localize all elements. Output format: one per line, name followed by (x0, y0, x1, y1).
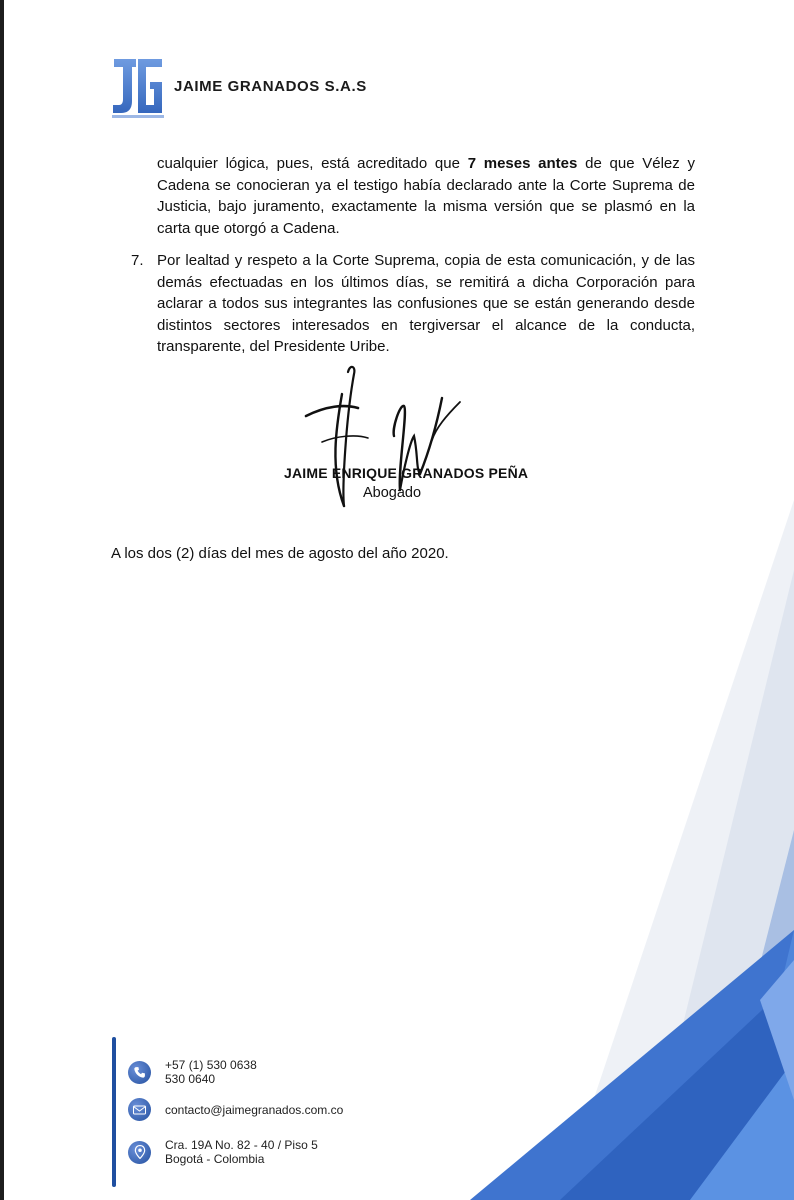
signer-title: Abogado (363, 485, 422, 501)
signer-name: JAIME ENRIQUE GRANADOS PEÑA (284, 465, 529, 481)
address-line-1: Cra. 19A No. 82 - 40 / Piso 5 (165, 1138, 318, 1152)
location-icon (128, 1141, 151, 1164)
phone-number-1: +57 (1) 530 0638 (165, 1058, 257, 1072)
address-line-2: Bogotá - Colombia (165, 1152, 265, 1166)
contact-email (128, 1098, 343, 1121)
paragraph-continuation (157, 153, 695, 239)
item-text: Por lealtad y respeto a la Corte Suprema, copia de esta comunicación, y de las demás efectuadas en los últimos días, se remitirá a dicha Corporación para aclarar a todos sus integrantes las confusiones que se están generando desde distintos sectores interesados en tergiversar el alcance de la conducta, transparente, del Presidente Uribe. (157, 252, 695, 355)
paragraph-text-end: de que Vélez y Cadena se conocieran ya el testigo había declarado ante la Corte Suprema de Justicia, bajo juramento, exactamente la misma versión que se plasmó en la carta que otorgó a Cadena. (157, 155, 695, 237)
phone-number-2: 530 0640 (165, 1072, 216, 1086)
paragraph-text-start: cualquier lógica, pues, está acreditado que (157, 155, 468, 172)
item-number: 7. (131, 252, 144, 269)
footer-accent-bar (112, 1037, 116, 1187)
email-address[interactable]: contacto@jaimegranados.com.co (165, 1102, 344, 1117)
page-left-edge (0, 0, 4, 1200)
contact-phone (128, 1058, 257, 1086)
mail-icon (128, 1098, 151, 1121)
company-name: JAIME GRANADOS S.A.S (174, 78, 367, 95)
paragraph-bold-phrase: 7 meses antes (467, 155, 578, 172)
contact-address (128, 1138, 318, 1166)
jg-monogram-logo (110, 55, 166, 119)
phone-icon (128, 1061, 151, 1084)
date-line: A los dos (2) días del mes de agosto del año 2020. (111, 545, 449, 562)
numbered-item-7 (131, 250, 695, 358)
